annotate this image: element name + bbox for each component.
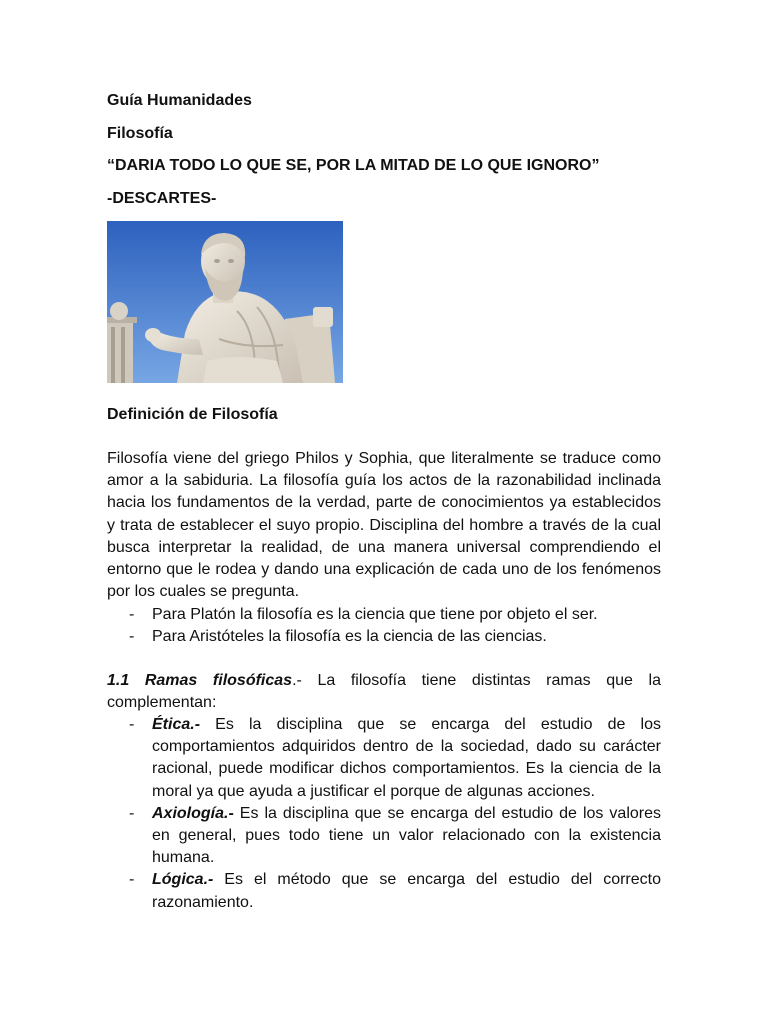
- branch-term: Axiología.-: [152, 804, 234, 822]
- branches-intro-text: .- La filosofía tiene distintas ramas que la complementan:: [107, 672, 661, 712]
- branches-list: [107, 714, 661, 914]
- list-item: [107, 604, 661, 626]
- definition-paragraph: Filosofía viene del griego Philos y Sophia, que literalmente se traduce como amor a la sabiduria. La filosofía guía los actos de la razonabilidad inclinada hacia los fundamentos de la verdad, parte de conocimientos ya establecidos y trata de establecer el suyo propio. Disciplina del hombre a través de la cual busca interpretar la realidad, de una manera universal comprendiendo el entorno que le rodea y dando una explicación de cada uno de los fenómenos por los cuales se pregunta.: [107, 450, 661, 601]
- branches-title: 1.1 Ramas filosóficas: [107, 672, 293, 689]
- list-item: [107, 803, 661, 870]
- bullet-dash: -: [129, 871, 135, 889]
- bullet-dash: -: [129, 804, 135, 822]
- branch-text: Es el método que se encarga del estudio del correcto razonamiento.: [152, 871, 661, 911]
- list-item: [107, 714, 661, 803]
- bullet-dash: -: [129, 606, 135, 623]
- document-title: Guía Humanidades: [107, 92, 252, 109]
- list-item: [107, 869, 661, 913]
- definition-heading: Definición de Filosofía: [107, 406, 278, 423]
- branch-term: Lógica.-: [152, 871, 214, 889]
- definition-list: [107, 604, 661, 648]
- plato-statue-image: [107, 221, 343, 383]
- quote-author: -DESCARTES-: [107, 190, 217, 207]
- branch-text: Es la disciplina que se encarga del estudio de los valores en general, pues todo tiene un valor relacionado con la existencia humana.: [152, 804, 661, 867]
- quote: “DARIA TODO LO QUE SE, POR LA MITAD DE LO QUE IGNORO”: [107, 157, 600, 174]
- list-item-text: Para Aristóteles la filosofía es la ciencia de las ciencias.: [152, 628, 547, 646]
- bullet-dash: -: [129, 628, 135, 646]
- list-item: [107, 626, 661, 648]
- branches-intro: [107, 670, 661, 714]
- list-item-text: Para Platón la filosofía es la ciencia que tiene por objeto el ser.: [152, 606, 598, 623]
- branch-text: Es la disciplina que se encarga del estudio de los comportamientos adquiridos dentro de la sociedad, dado su carácter racional, puede modificar dichos comportamientos. Es la ciencia de la moral ya que ayuda a justificar el porque de algunas acciones.: [152, 716, 661, 800]
- bullet-dash: -: [129, 716, 135, 733]
- branch-term: Ética.-: [152, 716, 201, 733]
- subject-title: Filosofía: [107, 125, 173, 142]
